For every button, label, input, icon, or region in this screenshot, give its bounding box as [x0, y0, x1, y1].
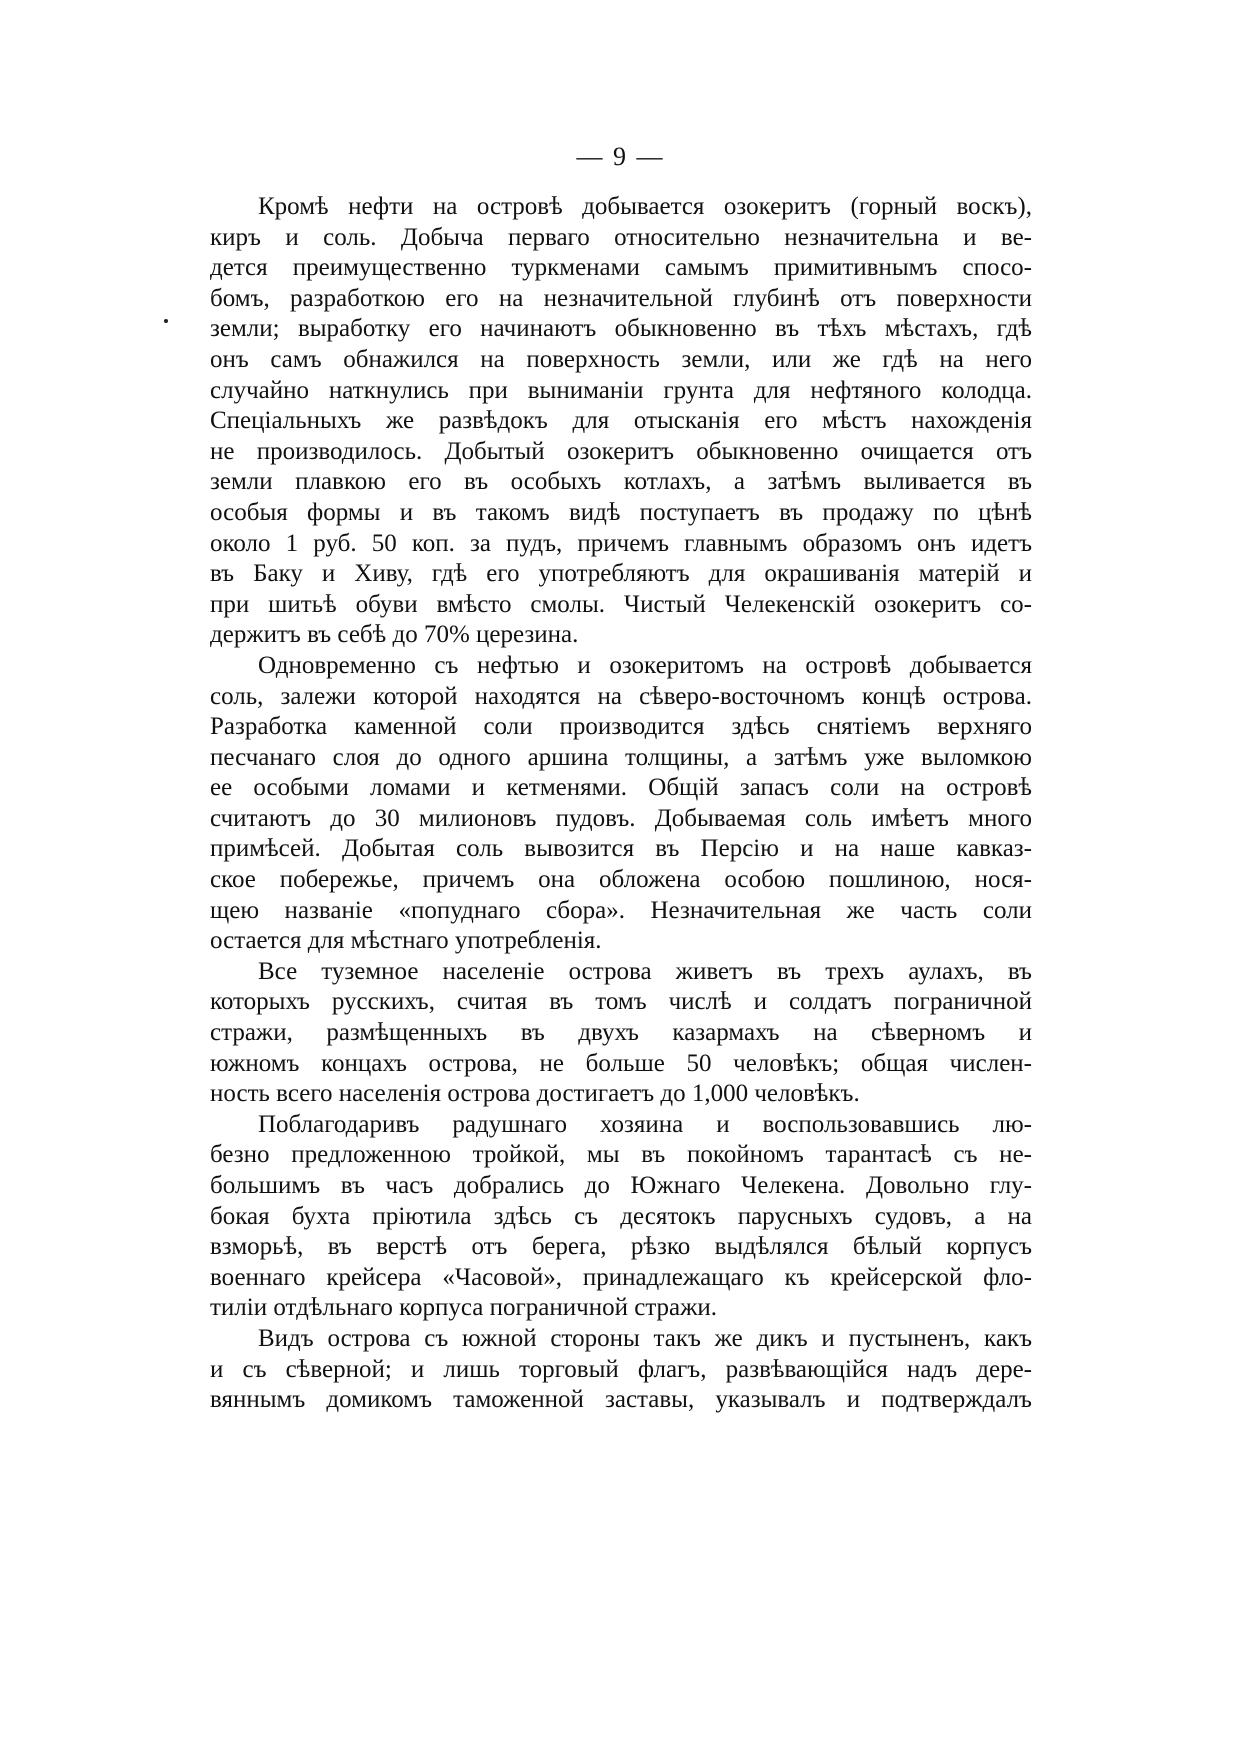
text-line: взморьѣ, въ верстѣ отъ берега, рѣзко выдѣлялся бѣлый корпусъ: [210, 1233, 1032, 1261]
text-line: около 1 руб. 50 коп. за пудъ, причемъ главнымъ образомъ онъ идетъ: [210, 529, 1032, 557]
text-line: Разработка каменной соли производится здѣсь снятіемъ верхняго: [210, 713, 1032, 741]
page-number: — 9 —: [576, 142, 665, 171]
text-line: Одновременно съ нефтью и озокеритомъ на островѣ добывается: [258, 651, 1032, 679]
text-line: военнаго крейсера «Часовой», принадлежащаго къ крейсерской фло-: [210, 1263, 1032, 1291]
text-line: Видъ острова съ южной стороны такъ же дикъ и пустыненъ, какъ: [258, 1324, 1032, 1352]
scan-speck: [164, 319, 168, 323]
text-line: въ Баку и Хиву, гдѣ его употребляютъ для окрашиванія матерій и: [210, 560, 1032, 588]
text-line: примѣсей. Добытая соль вывозится въ Персію и на наше кавказ-: [210, 835, 1032, 863]
text-line: и съ сѣверной; и лишь торговый флагъ, развѣвающійся надъ дере-: [210, 1355, 1032, 1383]
text-line: тиліи отдѣльнаго корпуса пограничной стражи.: [210, 1294, 718, 1322]
text-line: Кромѣ нефти на островѣ добывается озокеритъ (горный воскъ),: [258, 193, 1032, 220]
text-line: большимъ въ часъ добрались до Южнаго Челекена. Довольно глу-: [210, 1172, 1032, 1199]
text-line: земли; выработку его начинаютъ обыкновенно въ тѣхъ мѣстахъ, гдѣ: [210, 315, 1032, 343]
text-line: бомъ, разработкою его на незначительной глубинѣ отъ поверхности: [210, 284, 1032, 312]
text-line: стражи, размѣщенныхъ въ двухъ казармахъ на сѣверномъ и: [210, 1019, 1032, 1047]
text-line: не производилось. Добытый озокеритъ обыкновенно очищается отъ: [210, 437, 1032, 465]
text-line: остается для мѣстнаго употребленія.: [210, 927, 602, 955]
text-line: которыхъ русскихъ, считая въ томъ числѣ и солдатъ пограничной: [210, 988, 1032, 1016]
text-line: ность всего населенія острова достигаетъ до 1,000 человѣкъ.: [210, 1080, 860, 1108]
text-line: держитъ въ себѣ до 70% церезина.: [210, 621, 579, 649]
text-line: ее особыми ломами и кетменями. Общій запасъ соли на островѣ: [210, 774, 1032, 802]
text-line: Поблагодаривъ радушнаго хозяина и воспользовавшись лю-: [258, 1110, 1032, 1138]
body-text: [210, 192, 1032, 1416]
text-line: онъ самъ обнажился на поверхность земли, или же гдѣ на него: [210, 345, 1032, 373]
text-line: вяннымъ домикомъ таможенной заставы, указывалъ и подтверждалъ: [210, 1386, 1032, 1414]
text-line: безно предложенною тройкой, мы въ покойномъ тарантасѣ съ не-: [210, 1141, 1032, 1169]
text-line: особыя формы и въ такомъ видѣ поступаетъ въ продажу по цѣнѣ: [210, 498, 1032, 526]
text-line: Все туземное населеніе острова живетъ въ трехъ аулахъ, въ: [258, 957, 1032, 985]
text-line: Спеціальныхъ же развѣдокъ для отысканія его мѣстъ нахожденія: [210, 407, 1032, 435]
text-line: случайно наткнулись при выниманіи грунта для нефтяного колодца.: [210, 376, 1032, 404]
text-line: щею названіе «попуднаго сбора». Незначительная же часть соли: [210, 896, 1032, 924]
text-line: южномъ концахъ острова, не больше 50 человѣкъ; общая числен-: [210, 1049, 1032, 1077]
text-line: при шитьѣ обуви вмѣсто смолы. Чистый Челекенскій озокеритъ со-: [210, 590, 1032, 618]
text-line: земли плавкою его въ особыхъ котлахъ, а затѣмъ выливается въ: [210, 468, 1032, 496]
text-line: соль, залежи которой находятся на сѣверо-восточномъ концѣ острова.: [210, 682, 1032, 710]
text-line: киръ и соль. Добыча перваго относительно незначительна и ве-: [210, 223, 1032, 251]
text-line: песчанаго слоя до одного аршина толщины, а затѣмъ уже выломкою: [210, 743, 1032, 771]
text-line: считаютъ до 30 милионовъ пудовъ. Добываемая соль имѣетъ много: [210, 804, 1032, 832]
text-line: бокая бухта пріютила здѣсь съ десятокъ парусныхъ судовъ, а на: [210, 1202, 1032, 1230]
text-line: ское побережье, причемъ она обложена особою пошлиною, нося-: [210, 866, 1032, 894]
text-line: дется преимущественно туркменами самымъ примитивнымъ спосо-: [210, 254, 1032, 282]
